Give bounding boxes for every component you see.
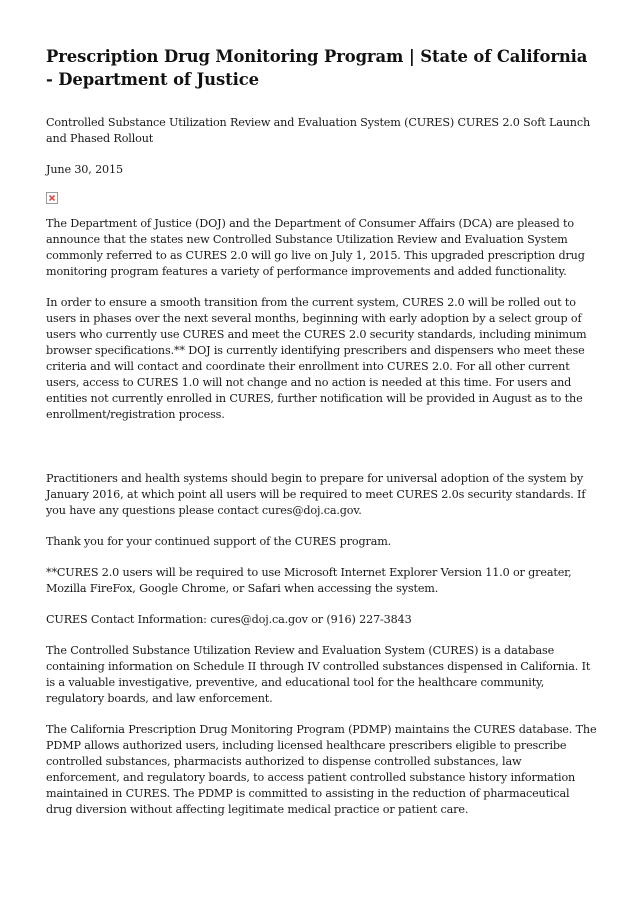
paragraph-browser-note: **CURES 2.0 users will be required to use Microsoft Internet Explorer Version 11.0 or greater, Mozilla FireFox, Google Chrome, or Safari when accessing the system. <box>46 566 572 595</box>
paragraph-cures-about: The Controlled Substance Utilization Review and Evaluation System (CURES) is a database containing information on Schedule II through IV controlled substances dispensed in California. It is a valuable investigative, preventive, and educational tool for the healthcare community, regulatory boards, and law enforcement. <box>46 644 591 705</box>
document-subtitle: Controlled Substance Utilization Review and Evaluation System (CURES) CURES 2.0 Soft Launch and Phased Rollout <box>46 116 591 145</box>
paragraph-pdmp-about: The California Prescription Drug Monitoring Program (PDMP) maintains the CURES database. The PDMP allows authorized users, including licensed healthcare prescribers eligible to prescribe controlled substances, pharmacists authorized to dispense controlled substances, law enforcement, and regulatory boards, to access patient controlled substance history information maintained in CURES. The PDMP is committed to assisting in the reduction of pharmaceutical drug diversion without affecting legitimate medical practice or patient care. <box>46 723 597 816</box>
paragraph-contact: CURES Contact Information: cures@doj.ca.gov or (916) 227-3843 <box>46 613 412 626</box>
paragraph-thanks: Thank you for your continued support of the CURES program. <box>46 535 392 548</box>
paragraph-rollout: In order to ensure a smooth transition from the current system, CURES 2.0 will be rolled out to users in phases over the next several months, beginning with early adoption by a select group of users who currently use CURES and meet the CURES 2.0 security standards, including minimum browser specifications.** DOJ is currently identifying prescribers and dispensers who meet these criteria and will contact and coordinate their enrollment into CURES 2.0. For all other current users, access to CURES 1.0 will not change and no action is needed at this time. For users and entities not currently enrolled in CURES, further notification will be provided in August as to the enrollment/registration process. <box>46 296 587 421</box>
document-page <box>46 45 598 833</box>
publish-date: June 30, 2015 <box>46 163 123 176</box>
paragraph-adoption: Practitioners and health systems should begin to prepare for universal adoption of the system by January 2016, at which point all users will be required to meet CURES 2.0s security standards. If you have any questions please contact cures@doj.ca.gov. <box>46 472 586 517</box>
page-title: Prescription Drug Monitoring Program | State of California - Department of Justice <box>46 47 588 89</box>
spacer <box>46 438 598 471</box>
broken-image-icon <box>46 192 58 204</box>
paragraph-announcement: The Department of Justice (DOJ) and the Department of Consumer Affairs (DCA) are pleased to announce that the states new Controlled Substance Utilization Review and Evaluation System commonly referred to as CURES 2.0 will go live on July 1, 2015. This upgraded prescription drug monitoring program features a variety of performance improvements and added functionality. <box>46 217 585 278</box>
